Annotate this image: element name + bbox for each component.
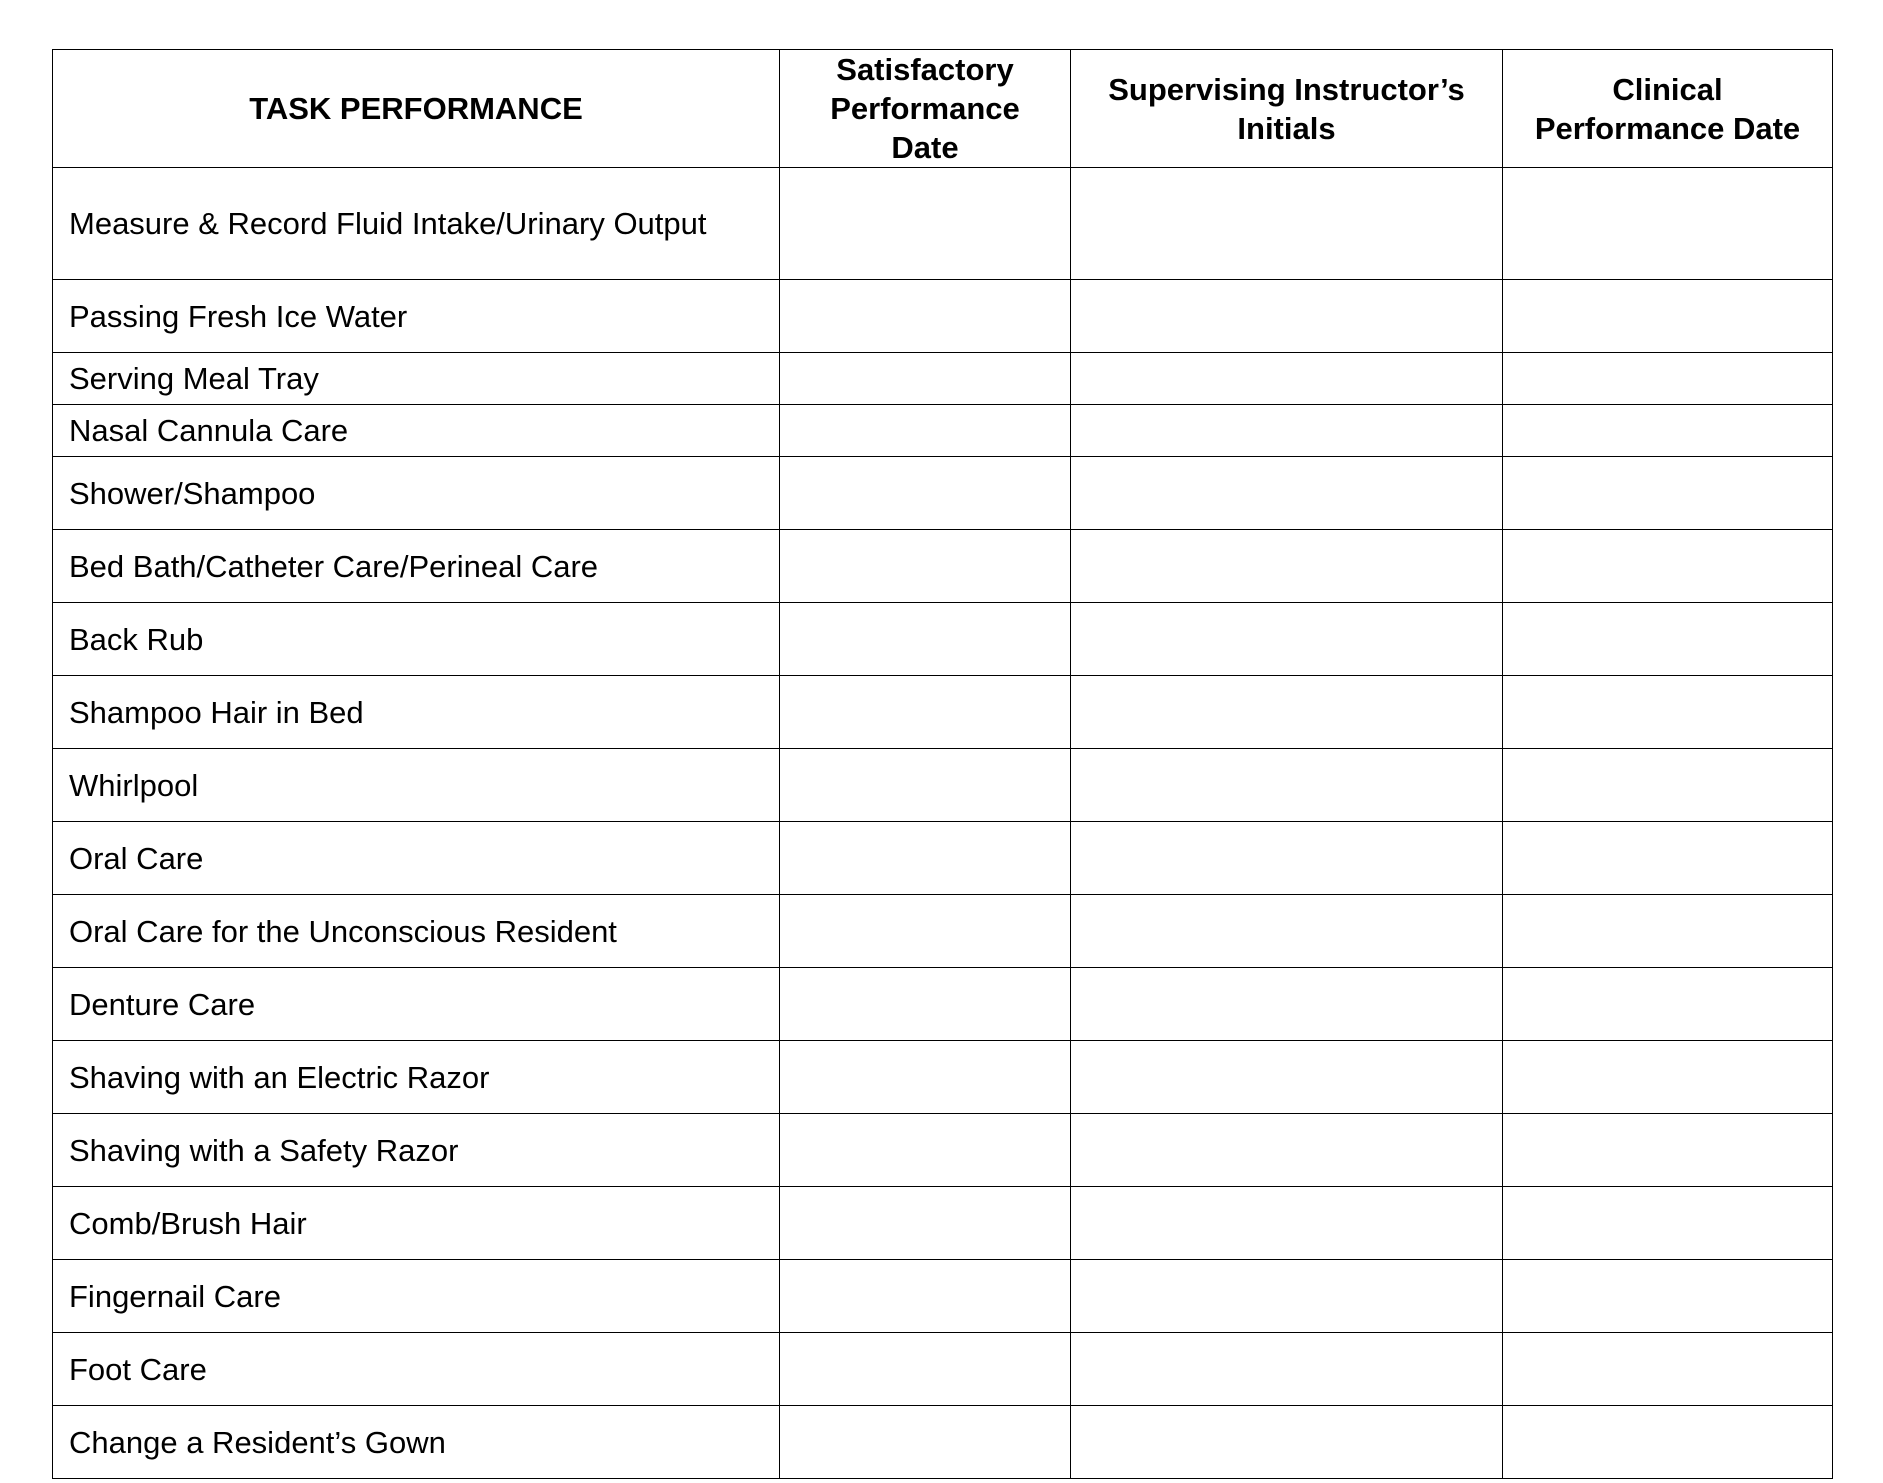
- clinical-date-cell[interactable]: [1503, 280, 1833, 353]
- clinical-date-cell[interactable]: [1503, 1187, 1833, 1260]
- clinical-date-cell[interactable]: [1503, 405, 1833, 457]
- instructor-initials-cell[interactable]: [1071, 1260, 1503, 1333]
- task-name-cell: Measure & Record Fluid Intake/Urinary Output: [53, 168, 780, 280]
- task-name-cell: Shower/Shampoo: [53, 457, 780, 530]
- task-name-cell: Denture Care: [53, 968, 780, 1041]
- header-row: [53, 50, 1833, 168]
- table-row: [53, 676, 1833, 749]
- table-row: [53, 968, 1833, 1041]
- table-row: [53, 1406, 1833, 1479]
- table-row: [53, 603, 1833, 676]
- table-row: [53, 530, 1833, 603]
- table-header: [53, 50, 1833, 168]
- instructor-initials-cell[interactable]: [1071, 405, 1503, 457]
- table-row: [53, 1260, 1833, 1333]
- instructor-initials-cell[interactable]: [1071, 1114, 1503, 1187]
- instructor-initials-cell[interactable]: [1071, 530, 1503, 603]
- checklist-sheet: [52, 49, 1833, 1479]
- instructor-initials-cell[interactable]: [1071, 457, 1503, 530]
- task-name-cell: Bed Bath/Catheter Care/Perineal Care: [53, 530, 780, 603]
- satisfactory-date-cell[interactable]: [780, 1260, 1071, 1333]
- table-row: [53, 457, 1833, 530]
- task-name-cell: Shaving with a Safety Razor: [53, 1114, 780, 1187]
- task-name-cell: Oral Care: [53, 822, 780, 895]
- task-name-cell: Shampoo Hair in Bed: [53, 676, 780, 749]
- header-clinical-performance-date: Clinical Performance Date: [1503, 50, 1833, 168]
- task-name-cell: Oral Care for the Unconscious Resident: [53, 895, 780, 968]
- task-name-cell: Nasal Cannula Care: [53, 405, 780, 457]
- satisfactory-date-cell[interactable]: [780, 749, 1071, 822]
- instructor-initials-cell[interactable]: [1071, 1333, 1503, 1406]
- task-name-cell: Passing Fresh Ice Water: [53, 280, 780, 353]
- instructor-initials-cell[interactable]: [1071, 353, 1503, 405]
- clinical-date-cell[interactable]: [1503, 168, 1833, 280]
- header-task-performance: TASK PERFORMANCE: [53, 50, 780, 168]
- instructor-initials-cell[interactable]: [1071, 1187, 1503, 1260]
- clinical-date-cell[interactable]: [1503, 895, 1833, 968]
- task-name-cell: Shaving with an Electric Razor: [53, 1041, 780, 1114]
- task-name-cell: Whirlpool: [53, 749, 780, 822]
- clinical-date-cell[interactable]: [1503, 1406, 1833, 1479]
- satisfactory-date-cell[interactable]: [780, 1333, 1071, 1406]
- table-row: [53, 1187, 1833, 1260]
- task-performance-table: [52, 49, 1833, 1479]
- clinical-date-cell[interactable]: [1503, 1333, 1833, 1406]
- satisfactory-date-cell[interactable]: [780, 530, 1071, 603]
- table-row: [53, 1333, 1833, 1406]
- satisfactory-date-cell[interactable]: [780, 1041, 1071, 1114]
- task-name-cell: Serving Meal Tray: [53, 353, 780, 405]
- satisfactory-date-cell[interactable]: [780, 603, 1071, 676]
- clinical-date-cell[interactable]: [1503, 530, 1833, 603]
- clinical-date-cell[interactable]: [1503, 968, 1833, 1041]
- instructor-initials-cell[interactable]: [1071, 676, 1503, 749]
- instructor-initials-cell[interactable]: [1071, 1406, 1503, 1479]
- task-name-cell: Comb/Brush Hair: [53, 1187, 780, 1260]
- clinical-date-cell[interactable]: [1503, 1114, 1833, 1187]
- satisfactory-date-cell[interactable]: [780, 1406, 1071, 1479]
- clinical-date-cell[interactable]: [1503, 1041, 1833, 1114]
- table-body: [53, 168, 1833, 1479]
- table-row: [53, 1041, 1833, 1114]
- table-row: [53, 895, 1833, 968]
- table-row: [53, 822, 1833, 895]
- table-row: [53, 168, 1833, 280]
- satisfactory-date-cell[interactable]: [780, 280, 1071, 353]
- satisfactory-date-cell[interactable]: [780, 1114, 1071, 1187]
- satisfactory-date-cell[interactable]: [780, 353, 1071, 405]
- table-row: [53, 353, 1833, 405]
- task-name-cell: Foot Care: [53, 1333, 780, 1406]
- table-row: [53, 749, 1833, 822]
- satisfactory-date-cell[interactable]: [780, 968, 1071, 1041]
- satisfactory-date-cell[interactable]: [780, 405, 1071, 457]
- clinical-date-cell[interactable]: [1503, 457, 1833, 530]
- table-row: [53, 1114, 1833, 1187]
- instructor-initials-cell[interactable]: [1071, 749, 1503, 822]
- task-name-cell: Change a Resident’s Gown: [53, 1406, 780, 1479]
- instructor-initials-cell[interactable]: [1071, 895, 1503, 968]
- clinical-date-cell[interactable]: [1503, 676, 1833, 749]
- satisfactory-date-cell[interactable]: [780, 676, 1071, 749]
- task-name-cell: Fingernail Care: [53, 1260, 780, 1333]
- task-name-cell: Back Rub: [53, 603, 780, 676]
- instructor-initials-cell[interactable]: [1071, 968, 1503, 1041]
- satisfactory-date-cell[interactable]: [780, 895, 1071, 968]
- table-row: [53, 405, 1833, 457]
- satisfactory-date-cell[interactable]: [780, 457, 1071, 530]
- instructor-initials-cell[interactable]: [1071, 1041, 1503, 1114]
- instructor-initials-cell[interactable]: [1071, 822, 1503, 895]
- instructor-initials-cell[interactable]: [1071, 280, 1503, 353]
- header-satisfactory-performance-date: Satisfactory Performance Date: [780, 50, 1071, 168]
- instructor-initials-cell[interactable]: [1071, 168, 1503, 280]
- clinical-date-cell[interactable]: [1503, 353, 1833, 405]
- clinical-date-cell[interactable]: [1503, 603, 1833, 676]
- satisfactory-date-cell[interactable]: [780, 168, 1071, 280]
- clinical-date-cell[interactable]: [1503, 822, 1833, 895]
- clinical-date-cell[interactable]: [1503, 749, 1833, 822]
- satisfactory-date-cell[interactable]: [780, 822, 1071, 895]
- clinical-date-cell[interactable]: [1503, 1260, 1833, 1333]
- satisfactory-date-cell[interactable]: [780, 1187, 1071, 1260]
- instructor-initials-cell[interactable]: [1071, 603, 1503, 676]
- header-supervising-instructor-initials: Supervising Instructor’s Initials: [1071, 50, 1503, 168]
- table-row: [53, 280, 1833, 353]
